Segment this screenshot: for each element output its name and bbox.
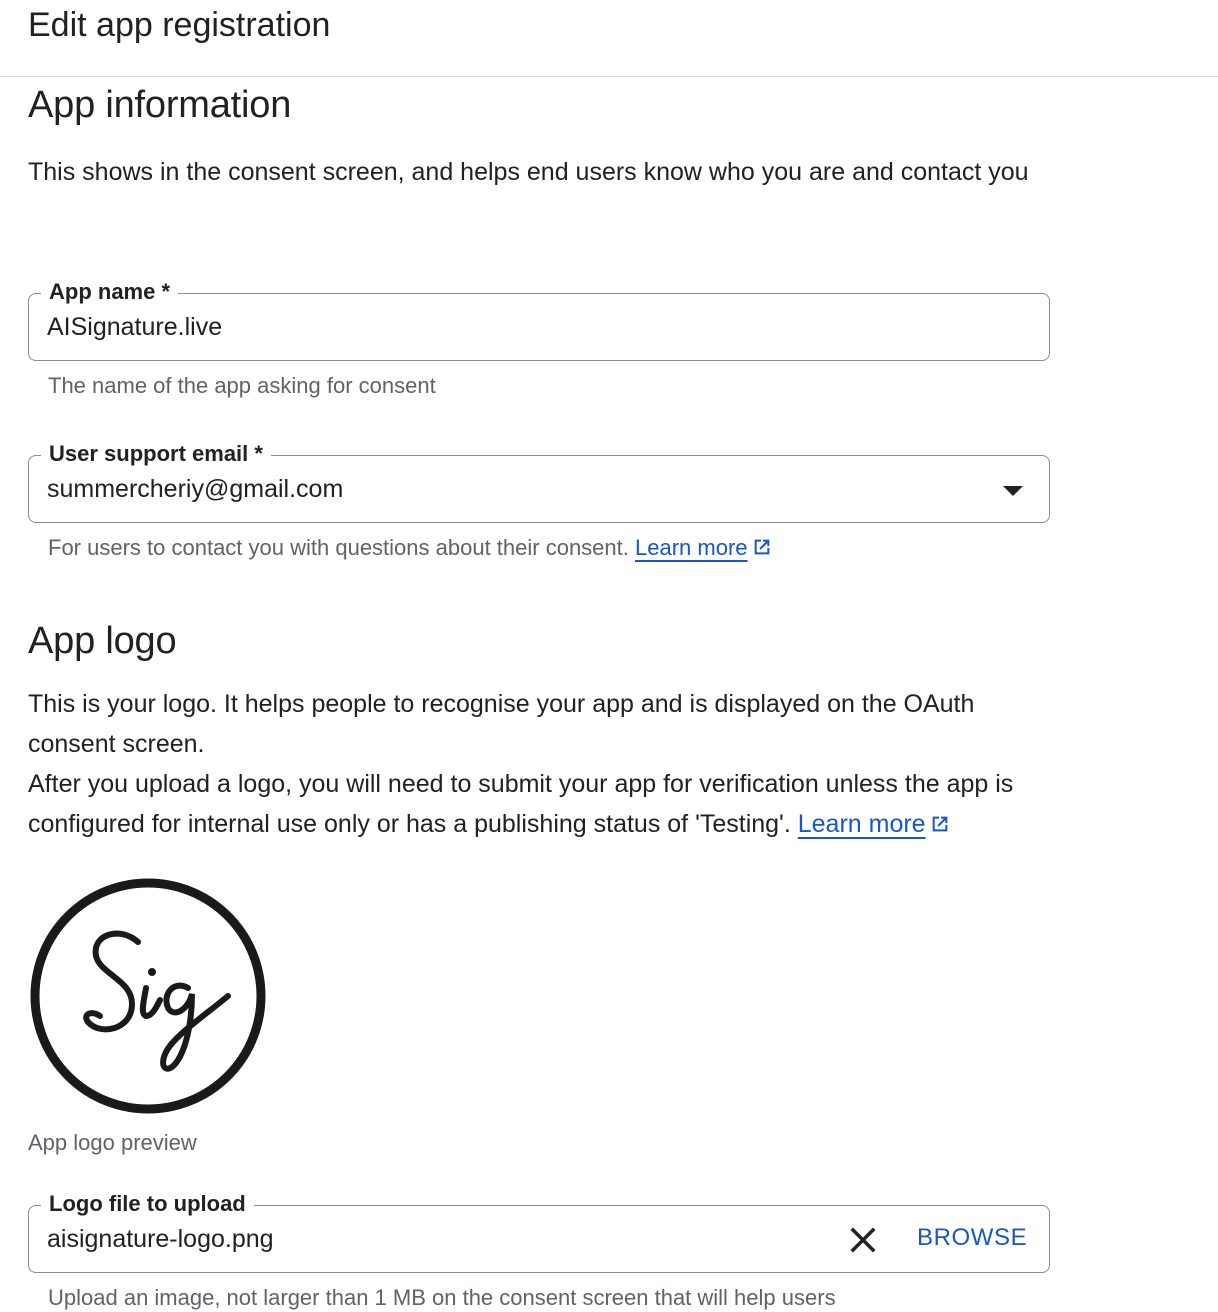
user-support-email-value: summercheriy@gmail.com (47, 475, 344, 503)
app-name-input[interactable]: AISignature.live (47, 313, 223, 341)
page-title: Edit app registration (28, 6, 331, 44)
app-logo-heading: App logo (28, 620, 177, 662)
logo-file-helper: Upload an image, not larger than 1 MB on the consent screen that will help users (48, 1285, 836, 1310)
logo-file-label: Logo file to upload (41, 1189, 254, 1219)
app-logo-preview-caption: App logo preview (28, 1130, 197, 1155)
logo-file-upload-field[interactable] (28, 1191, 1050, 1273)
app-logo-preview (28, 876, 268, 1116)
learn-more-label: Learn more (635, 535, 748, 560)
learn-more-link-email[interactable] (635, 535, 773, 560)
sig-logo-image (28, 876, 268, 1116)
learn-more-link-logo[interactable] (798, 810, 951, 838)
open-in-new-icon (929, 813, 951, 835)
app-information-description: This shows in the consent screen, and helps end users know who you are and contact you (28, 158, 1029, 186)
open-in-new-icon (751, 536, 773, 558)
browse-button[interactable]: BROWSE (917, 1220, 1027, 1256)
app-name-field[interactable] (28, 279, 1050, 361)
user-support-email-helper-text: For users to contact you with questions about their consent. (48, 535, 629, 560)
user-support-email-label: User support email * (41, 439, 271, 469)
user-support-email-helper (48, 533, 773, 563)
top-bar (0, 0, 1218, 77)
logo-file-value: aisignature-logo.png (47, 1225, 274, 1253)
app-logo-description-2 (28, 764, 1038, 844)
learn-more-label: Learn more (797, 810, 926, 838)
app-logo-description-2-text: After you upload a logo, you will need to submit your app for verification unless the app is configured for internal use only or has a publishing status of 'Testing'. (28, 770, 1014, 838)
app-name-label: App name * (41, 277, 178, 307)
app-information-heading: App information (28, 84, 292, 126)
user-support-email-select[interactable] (28, 441, 1050, 523)
chevron-down-icon[interactable] (1003, 486, 1023, 496)
close-icon[interactable] (847, 1224, 879, 1256)
app-name-helper: The name of the app asking for consent (48, 373, 436, 398)
app-logo-description-1: This is your logo. It helps people to recognise your app and is displayed on the OAuth consent screen. (28, 690, 975, 758)
